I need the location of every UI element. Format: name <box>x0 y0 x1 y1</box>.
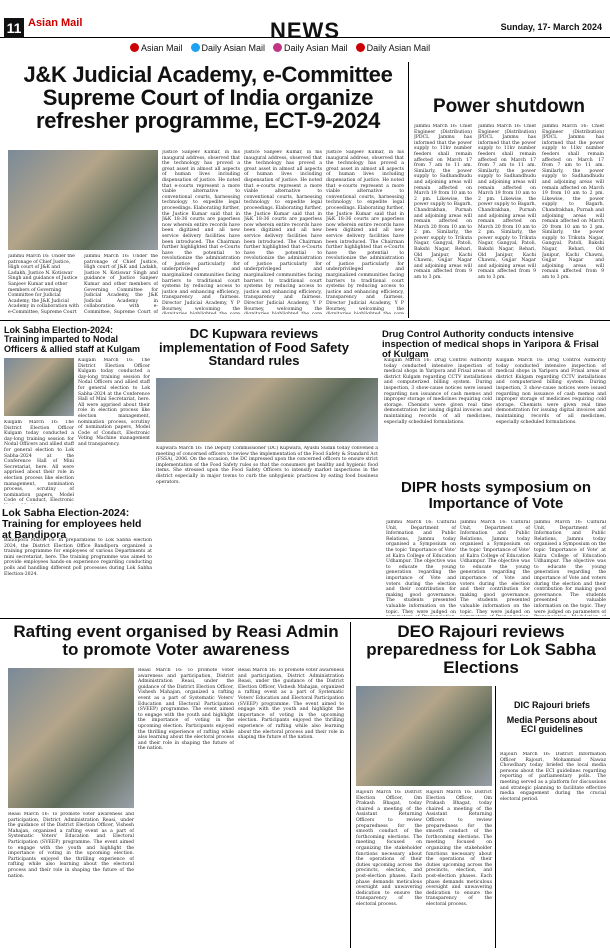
story6-body: Bandipora March 16: In preparations to Lok Sabha election 2024, the District Election Office Bandipora organized a training programme for employees of various Departments at mini secretariat, here. The training programme was aimed to provide employees hands-on experience regarding conducting polls and handling different poll processes during Lok Sabha Election-2024. <box>4 538 152 577</box>
divider <box>495 686 496 948</box>
story1-col4: Justice Sanjeev Kumar, in his inaugural address, observed that the technology has proved a great asset in almost all aspects of human lives including dispensation of justice. He noted that e-courts represent a more viable alternative to conventional courts, harnessing technology to expedite legal proceedings. Elaborating further, the Justice Kumar said that in J&K 18-36 courts are paperless now wherein entire records have been digitized and all new service delivery facilities have been introduced. The Chairman further highlighted that e-Courts have the potential to revolutionize the administration of justice particularly for underprivileged and marginalized communities facing barriers to traditional court systems by reducing access to justice and enhancing efficiency, transparency and fairness. Director Judicial Academy, Y P Bourney, welcoming the <box>326 150 404 312</box>
photo-kulgam-training <box>4 358 74 416</box>
headline-reasi-rafting: Rafting event organised by Reasi Admin to promote Voter awareness <box>13 622 339 659</box>
story3-col1: Kulgam March 16: The District Election Officer Kulgam today conducted a day-long training session for Nodal Officers and allied staff for general election to Lok Sabha-2024 at the Conference Hall of Mini Secretariat, here. All were apprised about their role in election process like election management, nomination process, scrutiny of nomination papers, Model Code of Conduct, Electronic <box>4 420 74 504</box>
headline-kulgam-training: Lok Sabha Election-2024: Training imparted to Nodal Officers & allied staff at Kulgam <box>4 325 141 354</box>
story2-col2: Jammu March 16: Chief Engineer (Distribution) JPDCL Jammu has informed that the power supply to 11kv number feeders shall remain affected on March 17 from 7 am to 11 am. Similarly, the power supply to Sadhandhudu and adjoining areas will remain affected on March 19 from 10 am to 2 pm. Likewise, the power supply to Bagarh, Chandrakhan, Purnah and adjoining areas will remain affected on March 20 from 10 am to 2 pm. Similarly, the power supply to Trikuta Nagar, Gangyal, Patoli, Bakshi Nagar, Rehari, Old Janipur, Kachi Chawni, Gujjar Nagar and adjoining areas will remain affected from 9 am to 3 pm. <box>478 124 536 281</box>
story9-col2: Rajouri March 16: District Election Officer, Om Prakash Bhagat, today chaired a meeting of the Assistant Returning Officers to review preparedness for the smooth conduct of the forthcoming elections. The meeting focused on organizing the stakeholder functions necessary about the operations of their duties upcoming across the precincts, election, and post-election phases. Each phase demands meticulous oversight and unwavering dedication to ensure the transparency of the electoral process. <box>426 790 492 907</box>
story5-col1: Kulgam March 16: Drug Control Authority today conducted intensive inspection of medical shops in Yaripora and Frisal areas of district Kulgam regarding CCTV installations and computerized billing system. During inspection, 3 show-cause notices were issued regarding non issuance of cash memos and improper storage of medicines requiring cold storage. Chemists were given real time demonstration for issuing digital invoices and maintaining records of all medicines, especially scheduled formulations. <box>384 358 492 425</box>
story1-col1: Jammu March 16: Under the patronage of Chief Justice, High court of J&K and Ladakh, Justice N. Kotiswar Singh and guidance of Justice Sanjeev Kumar and other members of Governing Committee for Judicial Academy, the J&K Judicial Academy in collaboration with e-Committee, Supreme Court of <box>84 254 158 314</box>
section-title: NEWS <box>270 18 340 43</box>
photo-deo-rajouri <box>356 686 492 786</box>
story8-col2: Reasi March 16: To promote voter awareness and participation, District Administration Reasi, under the guidance of the District Election Officer, Vishesh Mahajan, organized a rafting event as a part of Systematic Voters' Education and Electoral Participation (SVEEP) programme. The event aimed to engage with the youth and highlight the importance of voting in the upcoming election. Participants enjoyed the thrilling experience of rafting while also learning about the electoral process and their role in shaping the future of the nation. <box>138 668 234 752</box>
social-instagram[interactable]: Daily Asian Mail <box>273 43 348 53</box>
story3-col2: Kulgam March 16: The District Election Officer Kulgam today conducted a day-long training session for Nodal Officers and allied staff for general election to Lok Sabha-2024 at the Conference Hall of Mini Secretariat, here. All were apprised about their role in election process like election management, nomination process, scrutiny of nomination papers, Model Code of Conduct, Electronic Voting Machine management and transparency. <box>78 358 150 447</box>
story7-col2: Jammu March 16: Cultural Unit, Department of Information and Public Relations, Jammu today organised a Symposium on the topic 'Importance of Vote' at Kalra College of Education Udhampur. The objective was to educate the young generation regarding the importance of Vote and voters during the election and their contribution for making good governance. The students presented valuable information on the topic. They were judged on <box>460 520 530 615</box>
headline-power-shutdown: Power shutdown <box>433 96 585 117</box>
photo-kupwara <box>156 378 378 442</box>
story10-body: Rajouri March 16: District Information Officer Rajouri, Mohammad Nawaz Chowdhary today briefed the local media persons about the ECI guidelines regarding reporting of parliamentary polls. The meeting served as a platform for discussions and strategic planning to facilitate effective media engagement during the crucial electoral period. <box>500 752 606 802</box>
story2-col3: Jammu March 16: Chief Engineer (Distribution) JPDCL Jammu has informed that the power supply to 11kv number feeders shall remain affected on March 17 from 7 am to 11 am. Similarly, the power supply to Sadhandhudu and adjoining areas will remain affected on March 19 from 10 am to 2 pm. Likewise, the power supply to Bagarh, Chandrakhan, Purnah and adjoining areas will remain affected on March 20 from 10 am to 2 pm. Similarly, the power supply to Trikuta Nagar, Gangyal, Patoli, Bakshi Nagar, Rehari, Old Janipur, Kachi Chawni, Gujjar Nagar and adjoining areas will remain affected from 9 am to 3 pm. <box>542 124 604 281</box>
headline-deo-rajouri: DEO Rajouri reviews preparedness for Lok Sabha Elections <box>366 622 596 677</box>
divider <box>0 618 610 619</box>
logo[interactable]: Asian Mail <box>28 17 83 29</box>
headline-dc-kupwara: DC Kupwara reviews implementation of Food Safety Standard rules <box>159 326 349 369</box>
story1-col3: Justice Sanjeev Kumar, in his inaugural address, observed that the technology has proved a great asset in almost all aspects of human lives including dispensation of justice. He noted that e-courts represent a more viable alternative to conventional courts, harnessing technology to expedite legal proceedings. Elaborating further, the Justice Kumar said that in J&K 18-36 courts are paperless now wherein entire records have been digitized and all new service delivery facilities have been introduced. The Chairman further highlighted that e-Courts have the potential to revolutionize the administration of justice particularly for underprivileged and marginalized communities facing barriers to traditional court systems by reducing access to justice and enhancing efficiency, transparency and fairness. Director Judicial Academy, Y P Bourney, welcoming the <box>244 150 322 312</box>
page-number: 11 <box>4 18 24 38</box>
divider <box>0 320 610 321</box>
kicker-dic-rajouri: DIC Rajouri briefs <box>513 700 590 710</box>
instagram-icon <box>273 43 282 52</box>
facebook-icon <box>130 43 139 52</box>
twitter-icon <box>191 43 200 52</box>
issue-date: Sunday, 17- March 2024 <box>500 22 602 32</box>
divider <box>408 62 409 318</box>
social-youtube[interactable]: Daily Asian Mail <box>356 43 431 53</box>
story8-col1: Reasi March 16: To promote voter awareness and participation, District Administration Reasi, under the guidance of the District Election Officer, Vishesh Mahajan, organized a rafting event as a part of Systematic Voters' Education and Electoral Participation (SVEEP) programme. The event aimed to engage with the youth and highlight the importance of voting in the upcoming election. Participants enjoyed the thrilling experience of rafting while also learning about the electoral process and their role in shaping the future of the nation. <box>8 812 134 879</box>
divider <box>350 622 351 948</box>
caption-judicial-academy: Jammu March 16: Under the patronage of Chief Justice, High court of J&K and Ladakh, Justice N. Kotiswar Singh and guidance of Justice Sanjeev Kumar and other members of Governing Committee for Judicial Academy, the J&K Judicial Academy in collaboration with e-Committee, Supreme Court <box>8 254 79 314</box>
story5-col2: Kulgam March 16: Drug Control Authority today conducted intensive inspection of medical shops in Yaripora and Frisal areas of district Kulgam regarding CCTV installations and computerized billing system. During inspection, 3 show-cause notices were issued regarding non issuance of cash memos and improper storage of medicines requiring cold storage. Chemists were given real time demonstration for issuing digital invoices and maintaining records of all medicines, especially scheduled formulations. <box>496 358 606 425</box>
story7-col1: Jammu March 16: Cultural Unit, Department of Information and Public Relations, Jammu today organised a Symposium on the topic 'Importance of Vote' at Kalra College of Education Udhampur. The objective was to educate the young generation regarding the importance of Vote and voters during the election and their contribution for making good governance. The students presented valuable information on the topic. They were judged on <box>386 520 456 615</box>
headline-drug-control: Drug Control Authority conducts intensive inspection of medical shops in Yaripora & Frisal of Kulgam <box>382 329 599 360</box>
photo-reasi-rafting <box>8 668 134 808</box>
story8-col3: Reasi March 16: To promote voter awareness and participation, District Administration Reasi, under the guidance of the District Election Officer, Vishesh Mahajan, organized a rafting event as a part of Systematic Voters' Education and Electoral Participation (SVEEP) programme. The event aimed to engage with the youth and highlight the importance of voting in the upcoming election. Participants enjoyed the thrilling experience of rafting while also learning about the electoral process and their role in shaping the future of the nation. <box>238 668 344 741</box>
social-twitter[interactable]: Daily Asian Mail <box>191 43 266 53</box>
social-links <box>130 43 430 53</box>
story4-body: Kupwara March 16: The Deputy Commissioner (DC) Kupwara, Ayushi Sudan today convened a meeting of concerned officers to review the implementation of the Food Safety & Standard Act (FSSA), 2006. On the occasion, the DC impressed upon the concerned officers to ensure strict implementation of the Food Safety rules so that the consumers get healthy and hygienic food items. She stressed upon the Food Safety Officers to intensify market inspections in the district especially in major towns to curb the unhygienic practices by eating food business operators. <box>156 446 378 485</box>
photo-judicial-academy <box>8 150 158 250</box>
masthead <box>0 0 610 43</box>
headline-dipr-symposium: DIPR hosts symposium on Importance of Vote <box>400 479 592 512</box>
story9-col1: Rajouri March 16: District Election Officer, Om Prakash Bhagat, today chaired a meeting of the Assistant Returning Officers to review preparedness for the smooth conduct of the forthcoming elections. The meeting focused on organizing the stakeholder functions necessary about the operations of their duties upcoming across the precincts, election, and post-election phases. Each phase demands meticulous oversight and unwavering dedication to ensure the transparency of the electoral process. <box>356 790 422 907</box>
headline-judicial-academy: J&K Judicial Academy, e-Committee Supreme Court of India organize refresher programme, ECT-9-2024 <box>23 62 393 134</box>
story7-col3: Jammu March 16: Cultural Unit, Department of Information and Public Relations, Jammu today organised a Symposium on the topic 'Importance of Vote' at Kalra College of Education Udhampur. The objective was to educate the young generation regarding the importance of Vote and voters during the election and their contribution for making good governance. The students presented valuable information on the topic. They were judged on parameters of <box>534 520 606 615</box>
youtube-icon <box>356 43 365 52</box>
story1-col2: Justice Sanjeev Kumar, in his inaugural address, observed that the technology has proved a great asset in almost all aspects of human lives including dispensation of justice. He noted that e-courts represent a more viable alternative to conventional courts, harnessing technology to expedite legal proceedings. Elaborating further, the Justice Kumar said that in J&K 18-36 courts are paperless now wherein entire records have been digitized and all new service delivery facilities have been introduced. The Chairman further highlighted that e-Courts have the potential to revolutionize the administration of justice particularly for underprivileged and marginalized communities facing barriers to traditional court systems by reducing access to justice and enhancing efficiency, transparency and fairness. Director Judicial Academy, Y P Bourney, welcoming the <box>162 150 240 312</box>
headline-bandipora-training: Lok Sabha Election-2024: Training for employees held at Bandipora <box>2 507 142 542</box>
story2-col1: Jammu March 16: Chief Engineer (Distribution) JPDCL Jammu has informed that the power supply to 11kv number feeders shall remain affected on March 17 from 7 am to 11 am. Similarly, the power supply to Sadhandhudu and adjoining areas will remain affected on March 19 from 10 am to 2 pm. Likewise, the power supply to Bagarh, Chandrakhan, Purnah and adjoining areas will remain affected on March 20 from 10 am to 2 pm. Similarly, the power supply to Trikuta Nagar, Gangyal, Patoli, Bakshi Nagar, Rehari, Old Janipur, Kachi Chawni, Gujjar Nagar and adjoining areas will remain affected from 9 am to 3 pm. <box>414 124 472 281</box>
social-facebook[interactable]: Asian Mail <box>130 43 183 53</box>
headline-media-persons: Media Persons about ECI guidelines <box>506 715 598 735</box>
